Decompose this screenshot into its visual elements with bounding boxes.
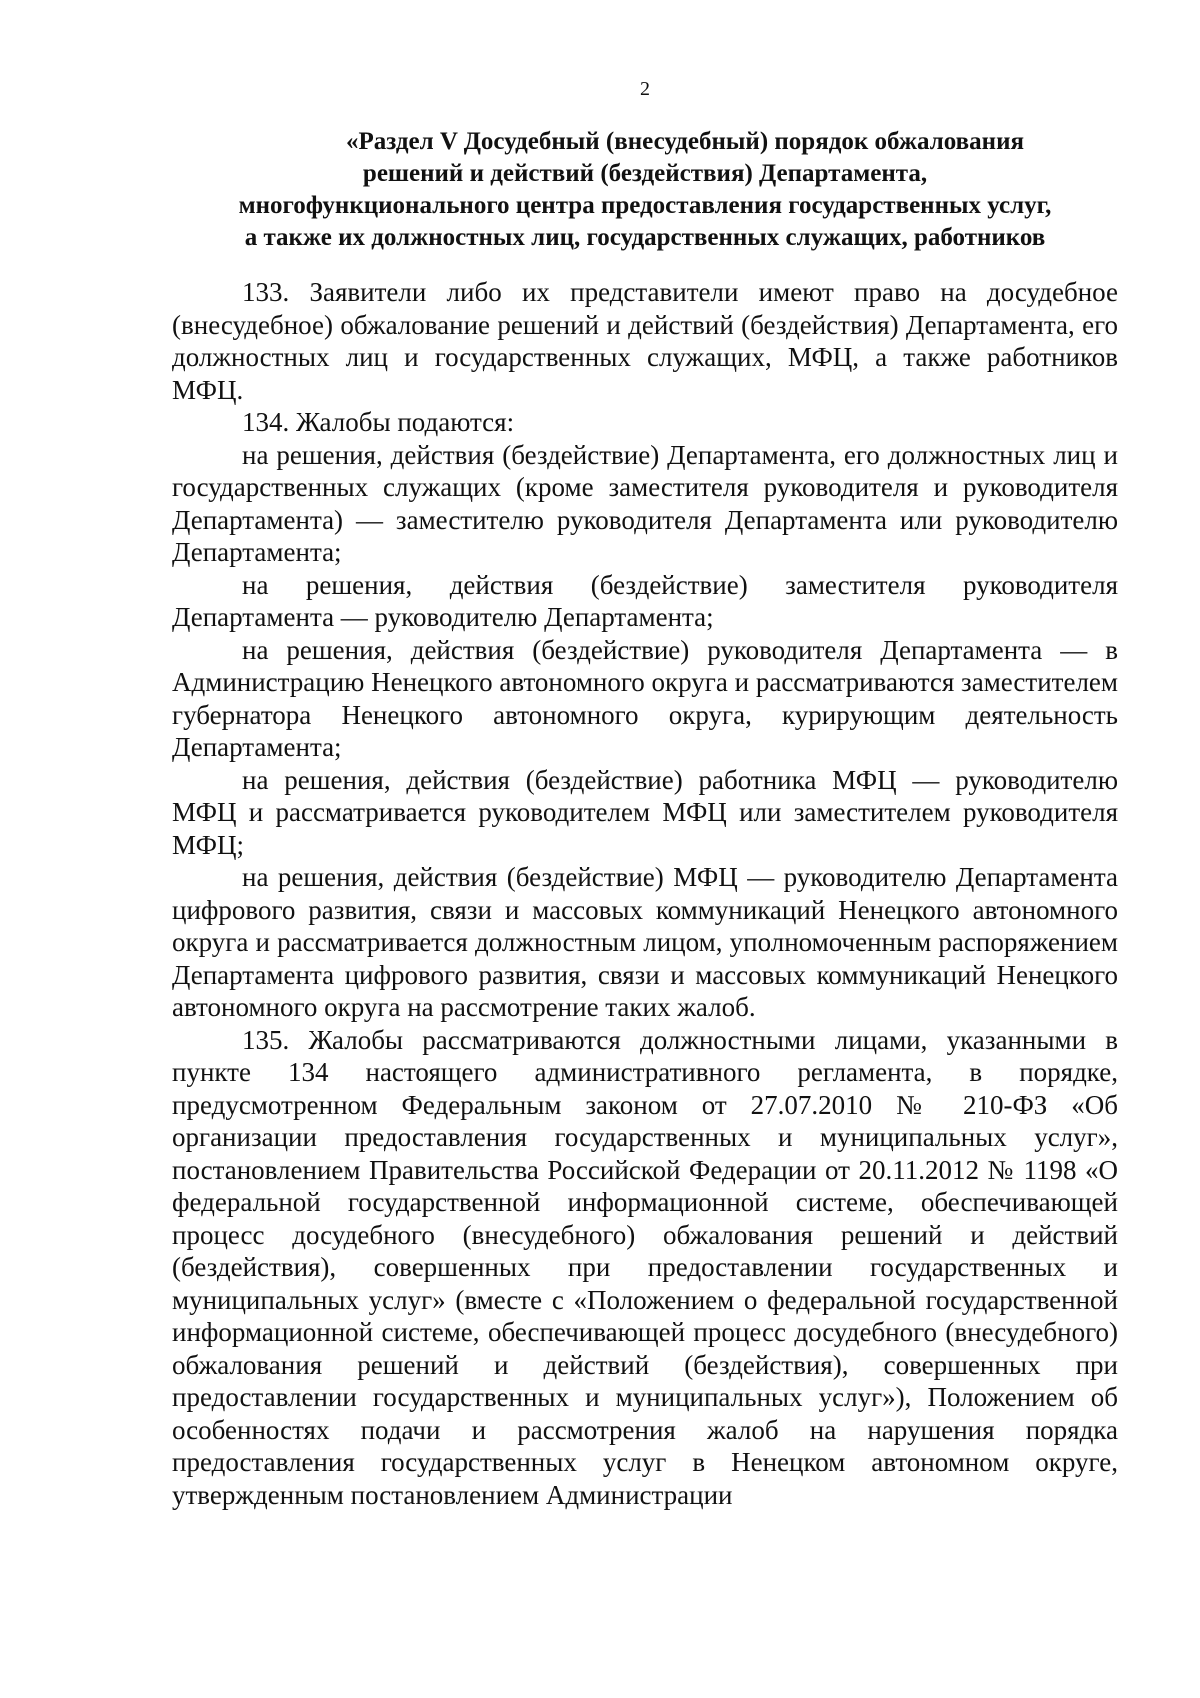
paragraph-133: 133. Заявители либо их представители имеют право на досудебное (внесудебное) обжалование решений и действий (бездействия) Департамента, его должностных лиц и государственных служащих, МФЦ, а также работников МФЦ.: [172, 277, 1118, 405]
paragraph-134-item-1: на решения, действия (бездействие) Департамента, его должностных лиц и государственных служащих (кроме заместителя руководителя и руководителя Департамента) — заместителю руководителя Департамента или руководителю Департамента;: [172, 439, 1118, 567]
heading-line-1: «Раздел V Досудебный (внесудебный) порядок обжалования: [345, 128, 1024, 155]
page-number: 2: [640, 78, 650, 100]
paragraph-134-item-5: на решения, действия (бездействие) МФЦ — руководителю Департамента цифрового развития, связи и массовых коммуникаций Ненецкого автономного округа и рассматривается должностным лицом, уполномоченным распоряжением Департамента цифрового развития, связи и массовых коммуникаций Ненецкого автономного округа на рассмотрение таких жалоб.: [172, 862, 1118, 1022]
paragraph-134: 134. Жалобы подаются:: [242, 407, 515, 437]
paragraph-134-item-4: на решения, действия (бездействие) работника МФЦ — руководителю МФЦ и рассматривается руководителем МФЦ или заместителем руководителя МФЦ;: [172, 764, 1118, 860]
heading-line-4: а также их должностных лиц, государственных служащих, работников: [244, 224, 1046, 251]
paragraph-135: 135. Жалобы рассматриваются должностными лицами, указанными в пункте 134 настоящего административного регламента, в порядке, предусмотренном Федеральным законом от 27.07.2010 № 210-ФЗ «Об организации предоставления государственных и муниципальных услуг», постановлением Правительства Российской Федерации от 20.11.2012 № 1198 «О федеральной государственной информационной системе, обеспечивающей процесс досудебного (внесудебного) обжалования решений и действий (бездействия), совершенных при предоставлении государственных и муниципальных услуг» (вместе с «Положением о федеральной государственной информационной системе, обеспечивающей процесс досудебного (внесудебного) обжалования решений и действий (бездействия), совершенных при предоставлении государственных и муниципальных услуг»), Положением об особенностях подачи и рассмотрения жалоб на нарушения порядка предоставления государственных услуг в Ненецком автономном округе, утвержденным постановлением Администрации: [172, 1024, 1118, 1510]
section-heading: [140, 126, 1150, 254]
heading-line-2: решений и действий (бездействия) Департамента,: [362, 160, 928, 187]
document-body: [172, 276, 1118, 1511]
paragraph-134-item-2: на решения, действия (бездействие) заместителя руководителя Департамента — руководителю Департамента;: [172, 569, 1118, 632]
heading-line-3: многофункционального центра предоставления государственных услуг,: [238, 192, 1052, 219]
paragraph-134-item-3: на решения, действия (бездействие) руководителя Департамента — в Администрацию Ненецкого автономного округа и рассматриваются заместителем губернатора Ненецкого автономного округа, курирующим деятельность Департамента;: [172, 634, 1118, 762]
